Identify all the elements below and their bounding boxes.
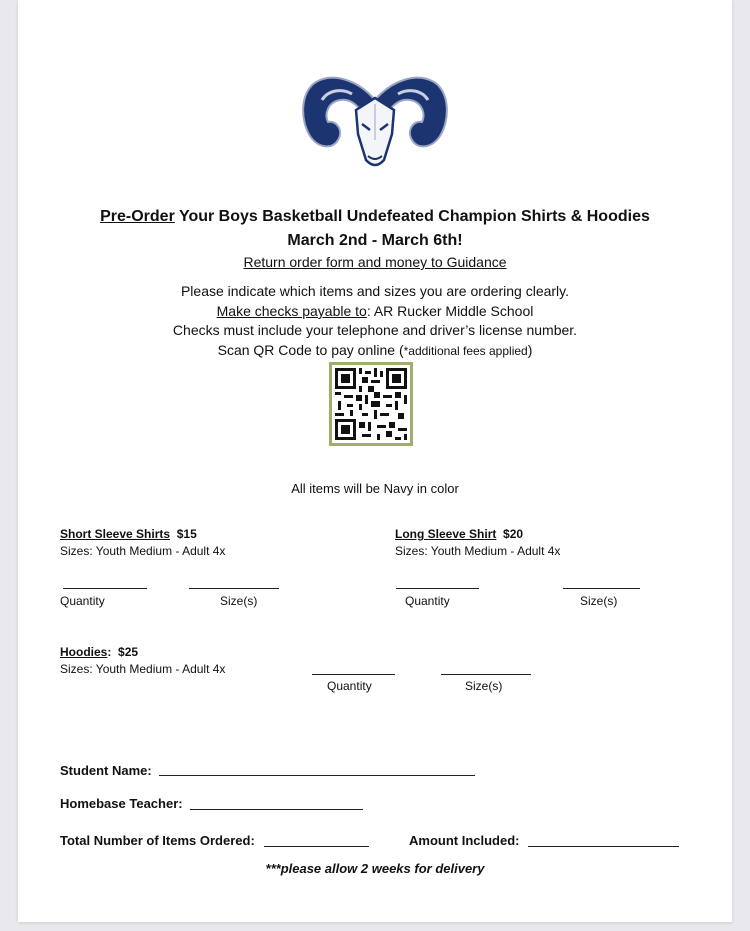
- qr-instruction: [18, 342, 732, 358]
- student-name-field[interactable]: [159, 775, 475, 776]
- short-sleeve-size-field[interactable]: [189, 588, 279, 589]
- item-long-sleeve-title: [395, 527, 523, 541]
- size-label: Size(s): [580, 594, 618, 608]
- ram-mascot-icon: [298, 70, 452, 178]
- delivery-note: ***please allow 2 weeks for delivery: [265, 861, 485, 876]
- item-hoodies-title: Hoodies: $25: [60, 645, 139, 659]
- title-preorder: Pre-Order: [100, 208, 175, 225]
- date-range: March 2nd - March 6th!: [287, 232, 463, 249]
- long-sleeve-size-field[interactable]: [563, 588, 640, 589]
- hoodies-quantity-field[interactable]: [312, 674, 395, 675]
- total-items-field[interactable]: [264, 846, 369, 847]
- instruction-line-3: Checks must include your telephone and driver’s license number.: [172, 322, 578, 338]
- item-price: $20: [503, 527, 524, 541]
- qr-code-icon[interactable]: [329, 362, 413, 446]
- amount-included-field[interactable]: [528, 846, 679, 847]
- hoodies-size-field[interactable]: [441, 674, 531, 675]
- page-title: [18, 208, 732, 226]
- item-price: $15: [176, 527, 197, 541]
- amount-included-label: Amount Included:: [409, 833, 520, 848]
- quantity-label: Quantity: [405, 594, 450, 608]
- item-short-sleeve-sizes: Sizes: Youth Medium - Adult 4x: [60, 544, 226, 558]
- short-sleeve-quantity-field[interactable]: [63, 588, 147, 589]
- quantity-label: Quantity: [327, 679, 372, 693]
- item-hoodies-sizes: Sizes: Youth Medium - Adult 4x: [60, 662, 226, 676]
- homebase-teacher-label: Homebase Teacher:: [60, 796, 183, 811]
- title-rest: Your Boys Basketball Undefeated Champion Shirts & Hoodies: [174, 208, 650, 225]
- item-name: Hoodies: [60, 645, 108, 659]
- payable-value: : AR Rucker Middle School: [366, 303, 534, 319]
- qr-close: ): [527, 342, 533, 358]
- item-name: Short Sleeve Shirts: [60, 527, 171, 541]
- order-form-page: [18, 0, 732, 922]
- student-name-label: Student Name:: [60, 763, 152, 778]
- size-label: Size(s): [465, 679, 503, 693]
- color-note: All items will be Navy in color: [291, 481, 459, 496]
- qr-fee-note: *additional fees applied: [403, 344, 528, 358]
- instruction-line-1: Please indicate which items and sizes you are ordering clearly.: [180, 283, 570, 299]
- item-name: Long Sleeve Shirt: [395, 527, 497, 541]
- item-long-sleeve-sizes: Sizes: Youth Medium - Adult 4x: [395, 544, 561, 558]
- return-note: Return order form and money to Guidance: [243, 254, 507, 270]
- payable-line: [18, 303, 732, 319]
- homebase-teacher-field[interactable]: [190, 809, 363, 810]
- qr-text: Scan QR Code to pay online (: [217, 342, 404, 358]
- quantity-label: Quantity: [60, 594, 105, 608]
- payable-label: Make checks payable to: [216, 303, 367, 319]
- item-short-sleeve-title: [60, 527, 197, 541]
- total-items-label: Total Number of Items Ordered:: [60, 833, 255, 848]
- size-label: Size(s): [220, 594, 258, 608]
- item-price: $25: [118, 645, 139, 659]
- long-sleeve-quantity-field[interactable]: [396, 588, 479, 589]
